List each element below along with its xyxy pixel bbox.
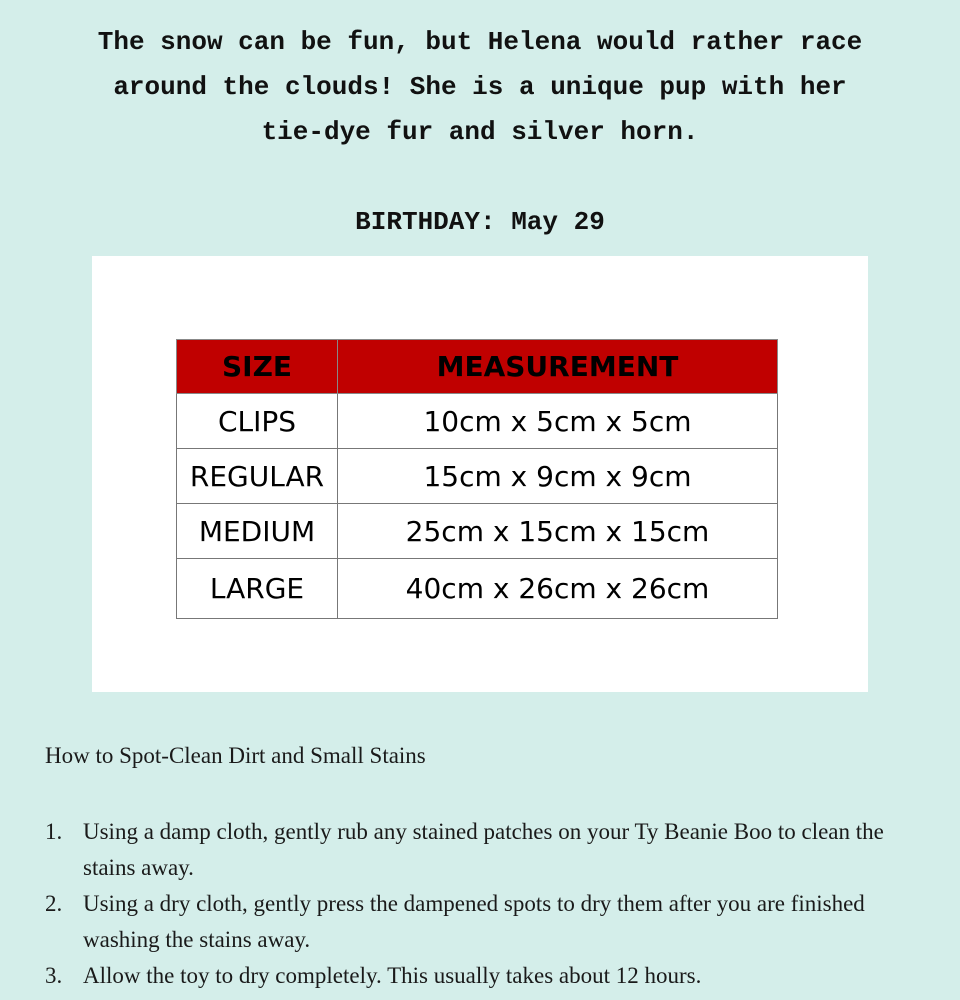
size-cell: LARGE xyxy=(177,559,338,619)
measurement-cell: 25cm x 15cm x 15cm xyxy=(338,504,778,559)
description-line: around the clouds! She is a unique pup with her xyxy=(113,72,847,102)
description-line: The snow can be fun, but Helena would rather race xyxy=(97,27,863,57)
size-table xyxy=(176,339,778,619)
product-description xyxy=(0,20,960,155)
table-row xyxy=(177,559,778,619)
description-line: tie-dye fur and silver horn. xyxy=(261,117,699,147)
list-item xyxy=(45,814,925,886)
list-item xyxy=(45,886,925,958)
size-cell: MEDIUM xyxy=(177,504,338,559)
step-text: Using a damp cloth, gently rub any stained patches on your Ty Beanie Boo to clean the stains away. xyxy=(83,819,884,880)
header-size: SIZE xyxy=(177,340,338,394)
header-measurement: MEASUREMENT xyxy=(338,340,778,394)
birthday-text: BIRTHDAY: May 29 xyxy=(355,207,605,237)
table-row xyxy=(177,504,778,559)
measurement-cell: 10cm x 5cm x 5cm xyxy=(338,394,778,449)
measurement-cell: 15cm x 9cm x 9cm xyxy=(338,449,778,504)
step-number: 3. xyxy=(45,963,63,988)
table-row xyxy=(177,394,778,449)
step-text: Using a dry cloth, gently press the dampened spots to dry them after you are finished washing the stains away. xyxy=(83,891,865,952)
size-cell: CLIPS xyxy=(177,394,338,449)
care-steps-list xyxy=(45,814,925,994)
measurement-cell: 40cm x 26cm x 26cm xyxy=(338,559,778,619)
table-row xyxy=(177,449,778,504)
step-number: 2. xyxy=(45,891,63,916)
table-header-row xyxy=(177,340,778,394)
step-number: 1. xyxy=(45,819,63,844)
size-cell: REGULAR xyxy=(177,449,338,504)
list-item xyxy=(45,958,925,994)
step-text: Allow the toy to dry completely. This usually takes about 12 hours. xyxy=(83,963,702,988)
care-instructions-title: How to Spot-Clean Dirt and Small Stains xyxy=(45,743,426,768)
size-chart-panel xyxy=(92,256,868,692)
